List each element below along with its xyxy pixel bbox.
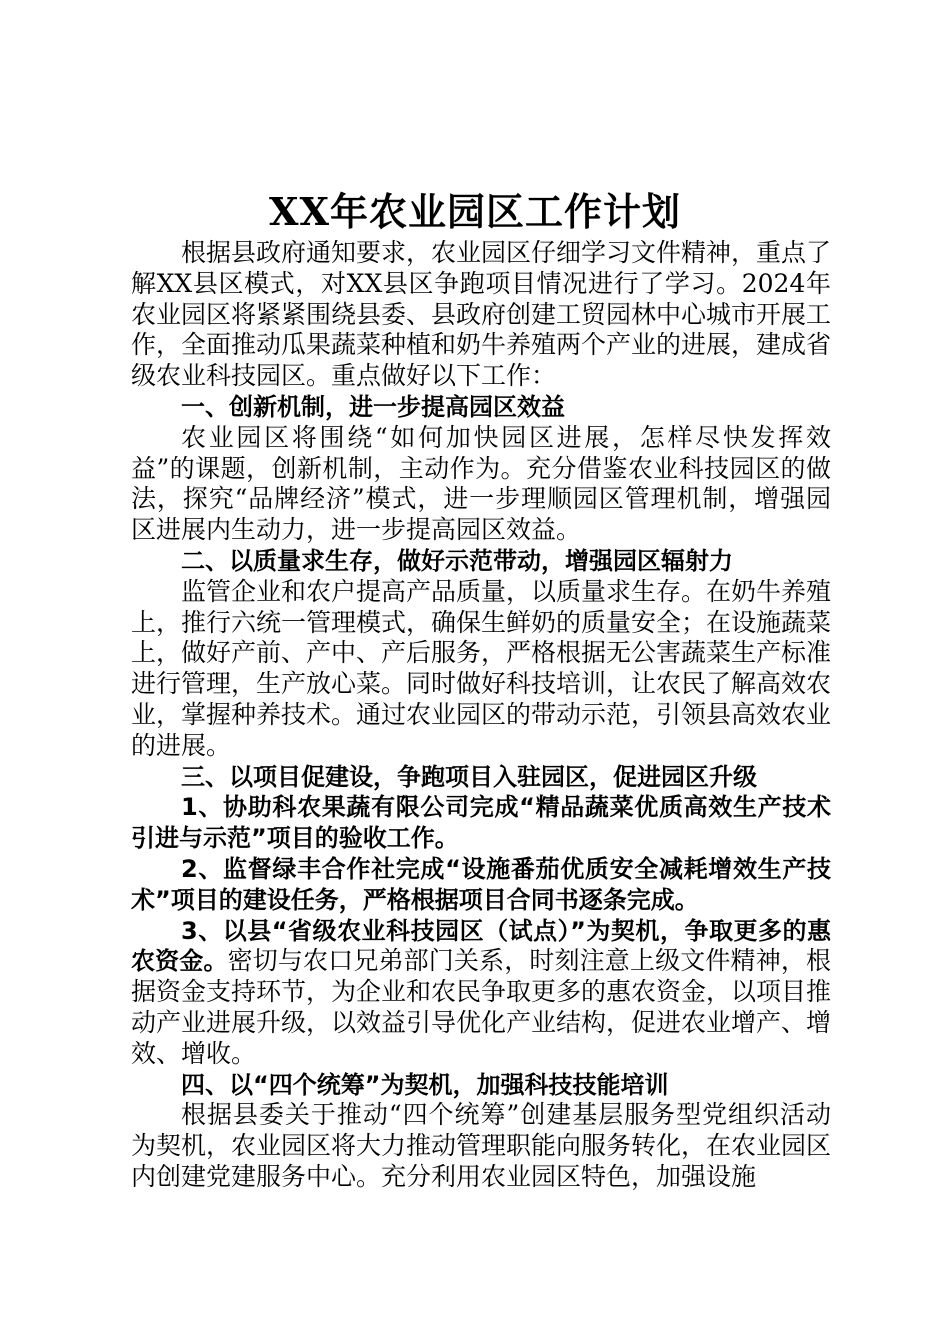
document-body	[131, 238, 831, 1193]
section-1-paragraph: 农业园区将围绕“如何加快园区进展，怎样尽快发挥效益”的课题，创新机制，主动作为。充分借鉴农业科技园区的做法，探究“品牌经济”模式，进一步理顺园区管理机制，增强园区进展内生动力，进一步提高园区效益。	[131, 422, 831, 545]
section-3-item-2: 2、监督绿丰合作社完成“设施番茄优质安全减耗增效生产技术”项目的建设任务，严格根据项目合同书逐条完成。	[131, 854, 831, 914]
section-1-heading: 一、创新机制，进一步提高园区效益	[181, 392, 565, 421]
section-4-paragraph: 根据县委关于推动“四个统筹”创建基层服务型党组织活动为契机，农业园区将大力推动管理职能向服务转化，在农业园区内创建党建服务中心。充分利用农业园区特色，加强设施	[131, 1100, 832, 1191]
section-3-item-1: 1、协助科农果蔬有限公司完成“精品蔬菜优质高效生产技术引进与示范”项目的验收工作。	[131, 793, 831, 853]
intro-paragraph: 根据县政府通知要求，农业园区仔细学习文件精神，重点了解XX县区模式，对XX县区争跑项目情况进行了学习。2024年农业园区将紧紧围绕县委、县政府创建工贸园林中心城市开展工作，全面推动瓜果蔬菜种植和奶牛养殖两个产业的进展，建成省级农业科技园区。重点做好以下工作：	[131, 238, 832, 391]
document-title: XX年农业园区工作计划	[269, 189, 681, 234]
section-2-heading: 二、以质量求生存，做好示范带动，增强园区辐射力	[181, 546, 733, 575]
section-3-item-3-lead: 3、以县“省级农业科技园区（试点）”为契机，争取更多的惠农资金。	[131, 916, 831, 976]
section-4-heading: 四、以“四个统筹”为契机，加强科技技能培训	[181, 1070, 669, 1099]
section-3-heading: 三、以项目促建设，争跑项目入驻园区，促进园区升级	[181, 762, 757, 791]
section-3-item-3	[131, 916, 831, 1070]
section-3-item-3-text: 密切与农口兄弟部门关系，时刻注意上级文件精神，根据资金支持环节，为企业和农民争取更多的惠农资金，以项目推动产业进展升级，以效益引导优化产业结构，促进农业增产、增效、增收。	[131, 946, 832, 1068]
section-2-paragraph: 监管企业和农户提高产品质量，以质量求生存。在奶牛养殖上，推行六统一管理模式，确保生鲜奶的质量安全；在设施蔬菜上，做好产前、产中、产后服务，严格根据无公害蔬菜生产标准进行管理，生产放心菜。同时做好科技培训，让农民了解高效农业，掌握种养技术。通过农业园区的带动示范，引领县高效农业的进展。	[131, 576, 832, 760]
